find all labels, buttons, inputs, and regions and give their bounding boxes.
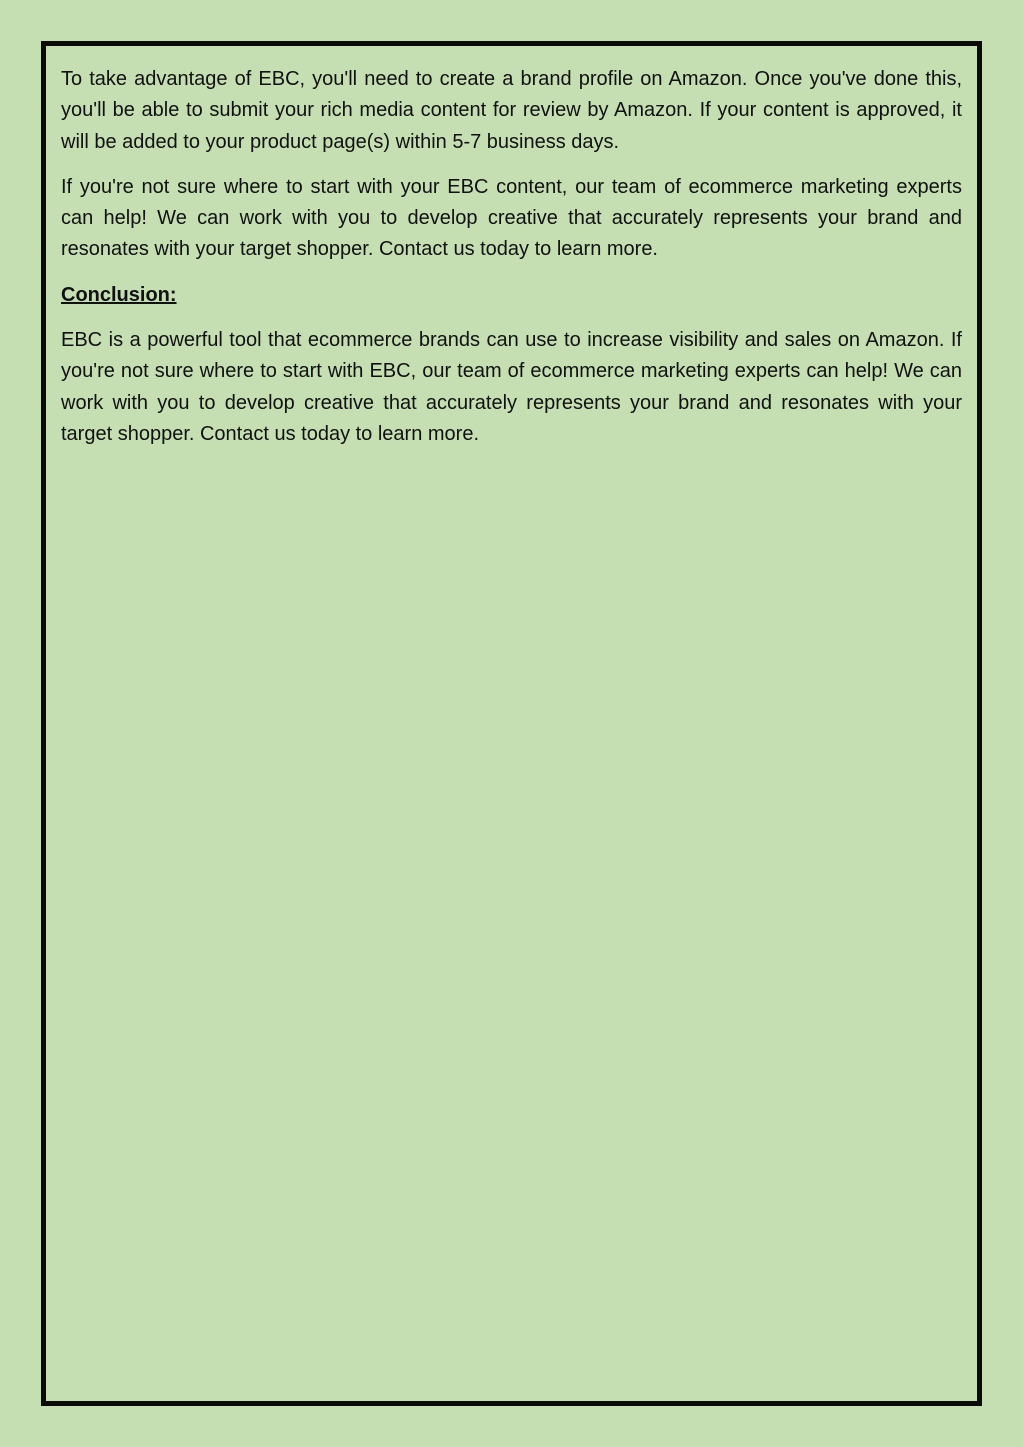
document-body xyxy=(61,64,962,464)
paragraph-ebc-setup: To take advantage of EBC, you'll need to create a brand profile on Amazon. Once you've done this, you'll be able to submit your rich media content for review by Amazon. If your content is approved, it will be added to your product page(s) within 5-7 business days. xyxy=(61,68,962,153)
paragraph-team-help: If you're not sure where to start with your EBC content, our team of ecommerce marketing experts can help! We can work with you to develop creative that accurately represents your brand and resonates with your target shopper. Contact us today to learn more. xyxy=(61,175,962,261)
paragraph-conclusion: EBC is a powerful tool that ecommerce brands can use to increase visibility and sales on Amazon. If you're not sure where to start with EBC, our team of ecommerce marketing experts can help! We can work with you to develop creative that accurately represents your brand and resonates with your target shopper. Contact us today to learn more. xyxy=(61,329,962,445)
conclusion-heading: Conclusion: xyxy=(61,283,177,306)
page-border-frame xyxy=(41,41,982,1406)
